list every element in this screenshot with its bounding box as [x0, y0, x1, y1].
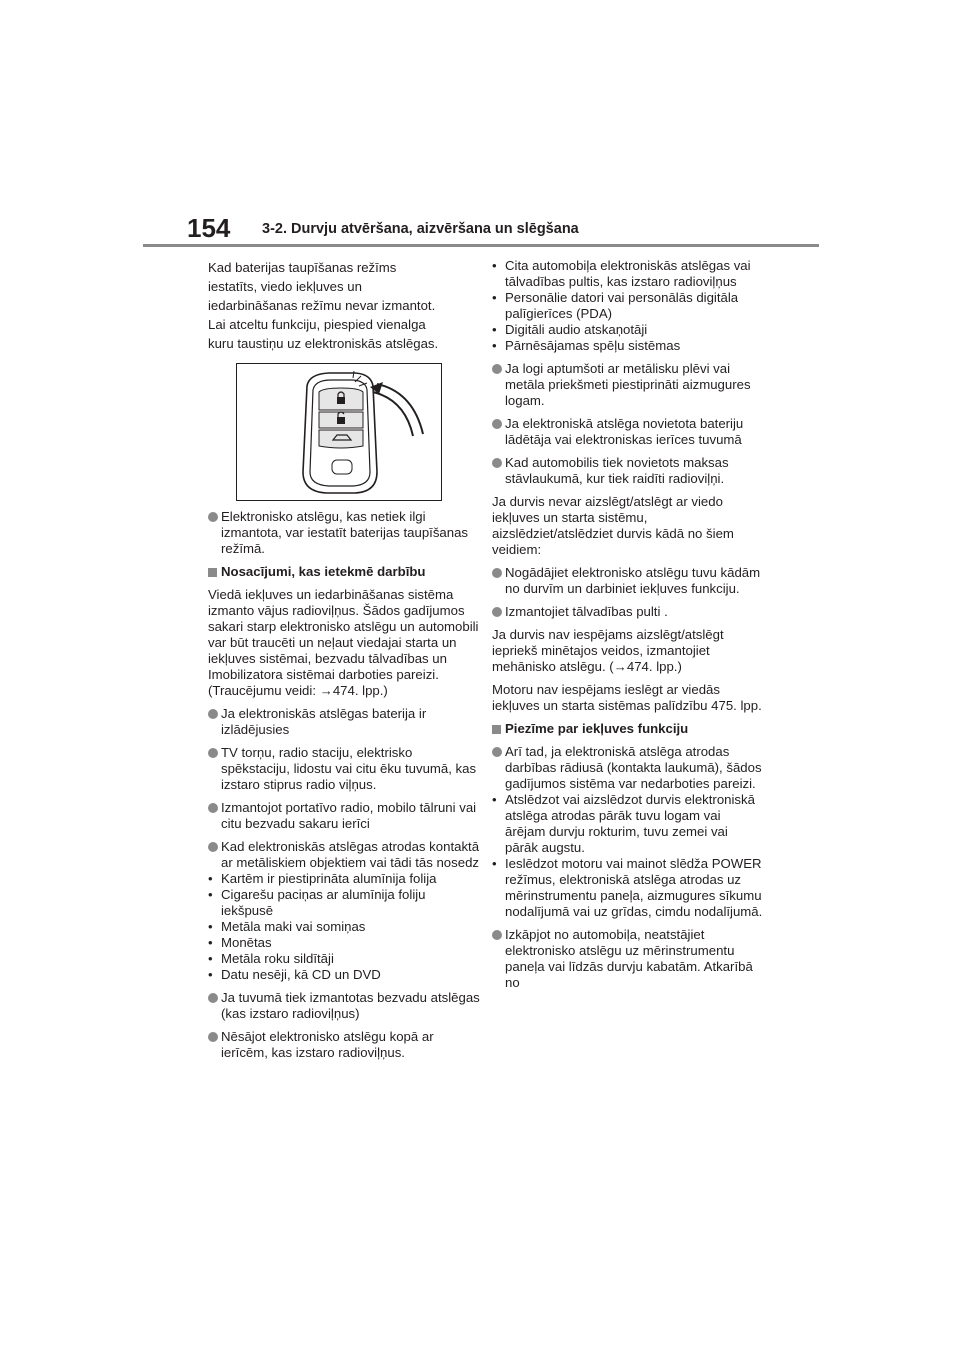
bullet-battery-save: Elektronisko atslēgu, kas netiek ilgi izmantota, var iestatīt baterijas taupīšanas režīmā. [208, 509, 480, 557]
sub-item: • Digitāli audio atskaņotāji [492, 322, 648, 337]
metal-objects-list [208, 871, 480, 983]
section-title: 3-2. Durvju atvēršana, aizvēršana un slēgšana [262, 221, 579, 237]
paragraph-engine: Motoru nav iespējams ieslēgt ar viedās iekļuves un starta sistēmas palīdzību 475. lpp. [492, 682, 762, 713]
range-cases-list [492, 792, 764, 920]
sub-item: • Personālie datori vai personālās digitāla palīgierīces (PDA) [492, 290, 739, 321]
bullet-item: Arī tad, ja elektroniskā atslēga atrodas darbības rādiusā (kontakta laukumā), šādos gadījumos sistēma var nedarboties pareizi. [492, 744, 764, 792]
bullet-item: Kad automobilis tiek novietots maksas stāvlaukumā, kur tiek raidīti radioviļņi. [492, 455, 764, 487]
bullet-item: Ja elektroniskā atslēga novietota bateriju lādētāja vai elektroniskas ierīces tuvumā [492, 416, 764, 448]
sub-item: • Datu nesēji, kā CD un DVD [208, 967, 381, 982]
sub-item: • Metāla maki vai somiņas [208, 919, 366, 934]
bullet-item: Ja elektroniskās atslēgas baterija ir izlādējusies [208, 706, 480, 738]
bullet-item: Izmantojot portatīvo radio, mobilo tālruni vai citu bezvadu sakaru ierīci [208, 800, 480, 832]
devices-list [492, 258, 764, 354]
intro-line: iedarbināšanas režīmu nevar izmantot. [208, 298, 436, 313]
sub-item: • Metāla roku sildītāji [208, 951, 334, 966]
sub-item: • Monētas [208, 935, 272, 950]
left-column [208, 258, 480, 1068]
sub-item: • Kartēm ir piestiprināta alumīnija folija [208, 871, 437, 886]
key-fob-illustration [237, 364, 441, 500]
sub-item: • Cita automobiļa elektroniskās atslēgas vai tālvadības pultis, kas izstaro radioviļņus [492, 258, 751, 289]
intro-line: Lai atceltu funkciju, piespied vienalga [208, 317, 426, 332]
key-fob-figure [236, 363, 442, 501]
bullet-item: Izmantojiet tālvadības pulti . [492, 604, 764, 620]
right-column [492, 258, 764, 998]
sub-item: • Pārnēsājamas spēļu sistēmas [492, 338, 681, 353]
paragraph-lock: Ja durvis nevar aizslēgt/atslēgt ar viedo iekļuves un starta sistēmu, aizslēdziet/atslēdziet durvis kādā no šiem veidiem: [492, 494, 734, 557]
intro-paragraph [208, 258, 480, 353]
intro-line: Kad baterijas taupīšanas režīms [208, 260, 397, 275]
paragraph-conditions: Viedā iekļuves un iedarbināšanas sistēma izmanto vājus radioviļņus. Šādos gadījumos sakari starp elektronisko atslēgu un automobili var būt traucēti un neļaut viedajai starta un iekļuves sistēmai, bezvadu tālvadības un Imobilizatora sistēmai darboties pareizi. (Traucējumu veidi: →474. lpp.) [208, 587, 479, 698]
bullet-item: Kad elektroniskās atslēgas atrodas kontaktā ar metāliskiem objektiem vai tādi tās nosedz [208, 839, 480, 871]
intro-line: kuru taustiņu uz elektroniskās atslēgas. [208, 336, 439, 351]
intro-line: iestatīts, viedo iekļuves un [208, 279, 362, 294]
bullet-item: Nēsājot elektronisko atslēgu kopā ar ierīcēm, kas izstaro radioviļņus. [208, 1029, 480, 1061]
bullet-item: Izkāpjot no automobiļa, neatstājiet elektronisko atslēgu uz mērinstrumentu paneļa vai līdzās durvju kabatām. Atkarībā no [492, 927, 764, 991]
bullet-item: Nogādājiet elektronisko atslēgu tuvu kādām no durvīm un darbiniet iekļuves funkciju. [492, 565, 764, 597]
bullet-item: Ja tuvumā tiek izmantotas bezvadu atslēgas (kas izstaro radioviļņus) [208, 990, 480, 1022]
sub-item: • Ieslēdzot motoru vai mainot slēdža POWER režīmus, elektroniskā atslēga atrodas uz mērinstrumentu paneļa, aizmugures sīkumu nodalījumā vai uz grīdas, cimdu nodalījumā. [492, 856, 763, 919]
sub-item: • Cigarešu paciņas ar alumīnija foliju iekšpusē [208, 887, 426, 918]
bullet-item: Ja logi aptumšoti ar metālisku plēvi vai metāla priekšmeti piestiprināti aizmugures logam. [492, 361, 764, 409]
paragraph-mechanical-key: Ja durvis nav iespējams aizslēgt/atslēgt iepriekš minētajos veidos, izmantojiet mehānisko atslēgu. (→474. lpp.) [492, 627, 724, 674]
sub-item: • Atslēdzot vai aizslēdzot durvis elektroniskā atslēga atrodas pārāk tuvu logam vai ārējam durvju rokturim, tuvu zemei vai pārāk augstu. [492, 792, 755, 855]
page-number: 154 [187, 213, 231, 243]
bullet-item: TV torņu, radio staciju, elektrisko spēkstaciju, lidostu vai citu ēku tuvumā, kas izstaro stiprus radio viļņus. [208, 745, 480, 793]
header-divider [143, 244, 819, 247]
heading-entry-note: Piezīme par iekļuves funkciju [492, 721, 764, 737]
heading-conditions: Nosacījumi, kas ietekmē darbību [208, 564, 480, 580]
